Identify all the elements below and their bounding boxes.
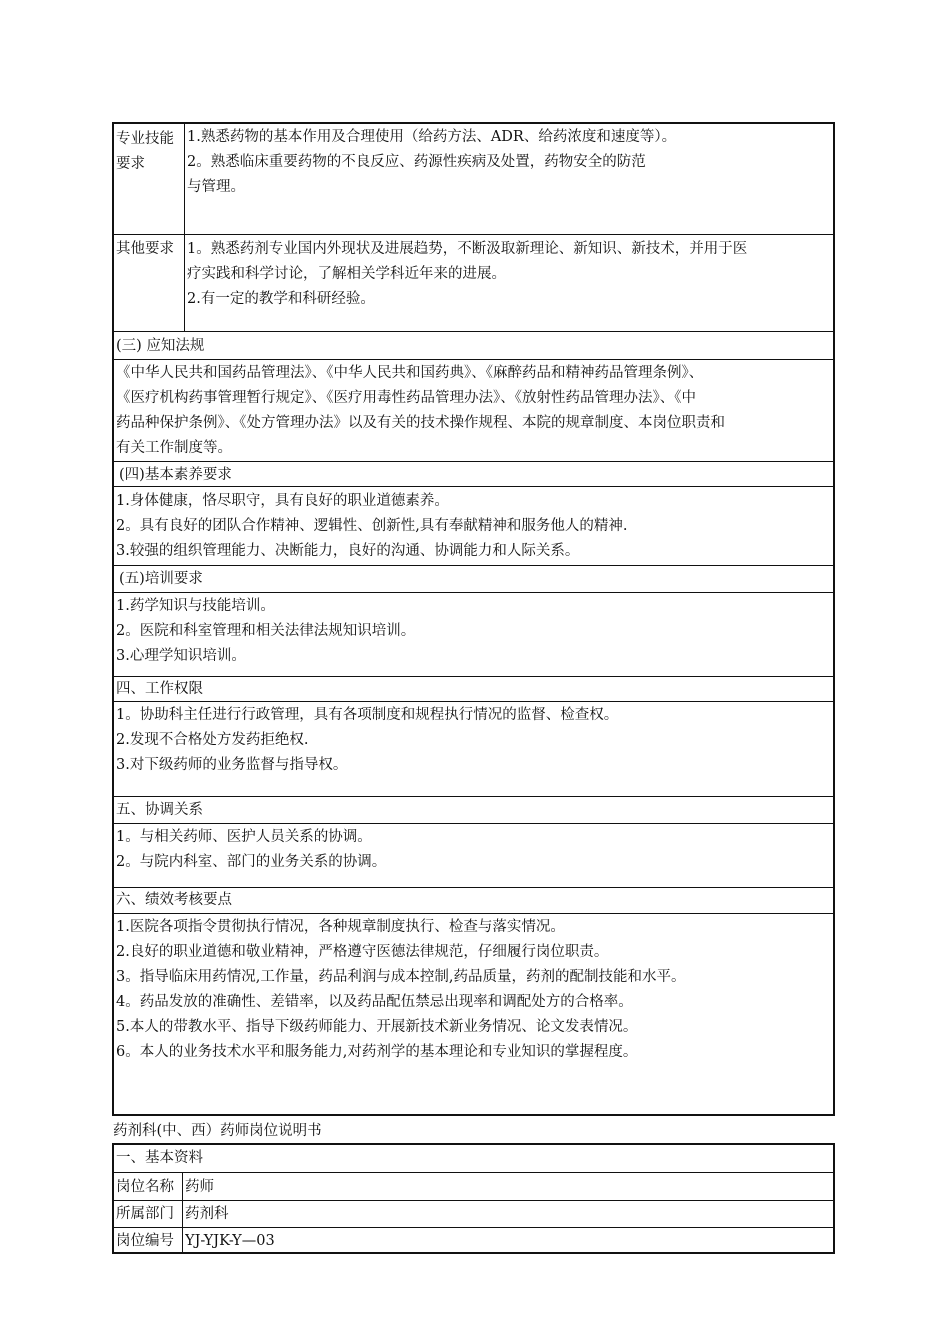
row-divider [114,676,833,677]
skills-label: 专业技能 要求 [116,131,174,172]
other-label: 其他要求 [116,241,174,257]
post-code-label: 岗位编号 [116,1233,174,1249]
post-code-value: YJ-YJK-Y—03 [185,1233,275,1249]
coordination-content: 1。与相关药师、医护人员关系的协调。 2。与院内科室、部门的业务关系的协调。 [116,829,387,870]
row-divider [114,796,833,797]
post-name-value: 药师 [185,1179,214,1195]
quality-heading: (四)基本素养要求 [119,467,232,483]
basic-heading: 一、基本资料 [116,1150,203,1166]
row-divider [114,592,833,593]
training-heading: (五)培训要求 [119,571,203,587]
row-divider [114,359,833,360]
document-title: 药剂科(中、西）药师岗位说明书 [113,1123,322,1139]
skills-content: 1.熟悉药物的基本作用及合理使用（给药方法、ADR、给药浓度和速度等）。 2。熟悉临床重要药物的不良反应、药源性疾病及处置，药物安全的防范 与管理。 [187,129,677,195]
row-divider [114,486,833,487]
performance-heading: 六、绩效考核要点 [116,892,232,908]
basic-label-divider [182,1172,183,1252]
row-divider [114,913,833,914]
row-divider [114,1172,833,1173]
performance-content: 1.医院各项指令贯彻执行情况，各种规章制度执行、检查与落实情况。 2.良好的职业道德和敬业精神，严格遵守医德法律规范，仔细履行岗位职责。 3。指导临床用药情况,工作量，药品利润与成本控制,药品质量，药剂的配制技能和水平。 4。药品发放的准确性、差错率，以及药品配伍禁忌出现率和调配处方的合格率。 5.本人的带教水平、指导下级药师能力、开展新技术新业务情况、论文发表情况。 6。本人的业务技术水平和服务能力,对药剂学的基本理论和专业知识的掌握程度。 [116,919,686,1060]
other-content: 1。熟悉药剂专业国内外现状及进展趋势，不断汲取新理论、新知识、新技术，并用于医 疗实践和科学讨论，了解相关学科近年来的进展。 2.有一定的教学和科研经验。 [187,241,748,307]
authority-content: 1。协助科主任进行行政管理，具有各项制度和规程执行情况的监督、检查权。 2.发现不合格处方发药拒绝权. 3.对下级药师的业务监督与指导权。 [116,707,619,773]
department-value: 药剂科 [185,1206,229,1222]
basic-info-table [112,1143,835,1254]
row-divider [114,331,833,332]
row-divider [114,823,833,824]
laws-heading: (三) 应知法规 [116,338,205,354]
main-table [112,122,835,1116]
row-divider [114,565,833,566]
post-name-label: 岗位名称 [116,1179,174,1195]
row-divider [114,701,833,702]
row-divider [114,1200,833,1201]
label-column-divider [184,124,185,331]
row-divider [114,234,833,235]
department-label: 所属部门 [116,1206,174,1222]
row-divider [114,461,833,462]
coordination-heading: 五、协调关系 [116,802,203,818]
quality-content: 1.身体健康，恪尽职守，具有良好的职业道德素养。 2。具有良好的团队合作精神、逻辑性、创新性,具有奉献精神和服务他人的精神. 3.较强的组织管理能力、决断能力，良好的沟通、协调能力和人际关系。 [116,493,628,559]
training-content: 1.药学知识与技能培训。 2。医院和科室管理和相关法律法规知识培训。 3.心理学知识培训。 [116,598,416,664]
row-divider [114,1227,833,1228]
laws-content: 《中华人民共和国药品管理法》、《中华人民共和国药典》、《麻醉药品和精神药品管理条例》、 《医疗机构药事管理暂行规定》、《医疗用毒性药品管理办法》、《放射性药品管理办法》、《中 药品种保护条例》、《处方管理办法》以及有关的技术操作规程、本院的规章制度、本岗位职责和 有关工作制度等。 [116,365,725,456]
authority-heading: 四、工作权限 [116,681,203,697]
